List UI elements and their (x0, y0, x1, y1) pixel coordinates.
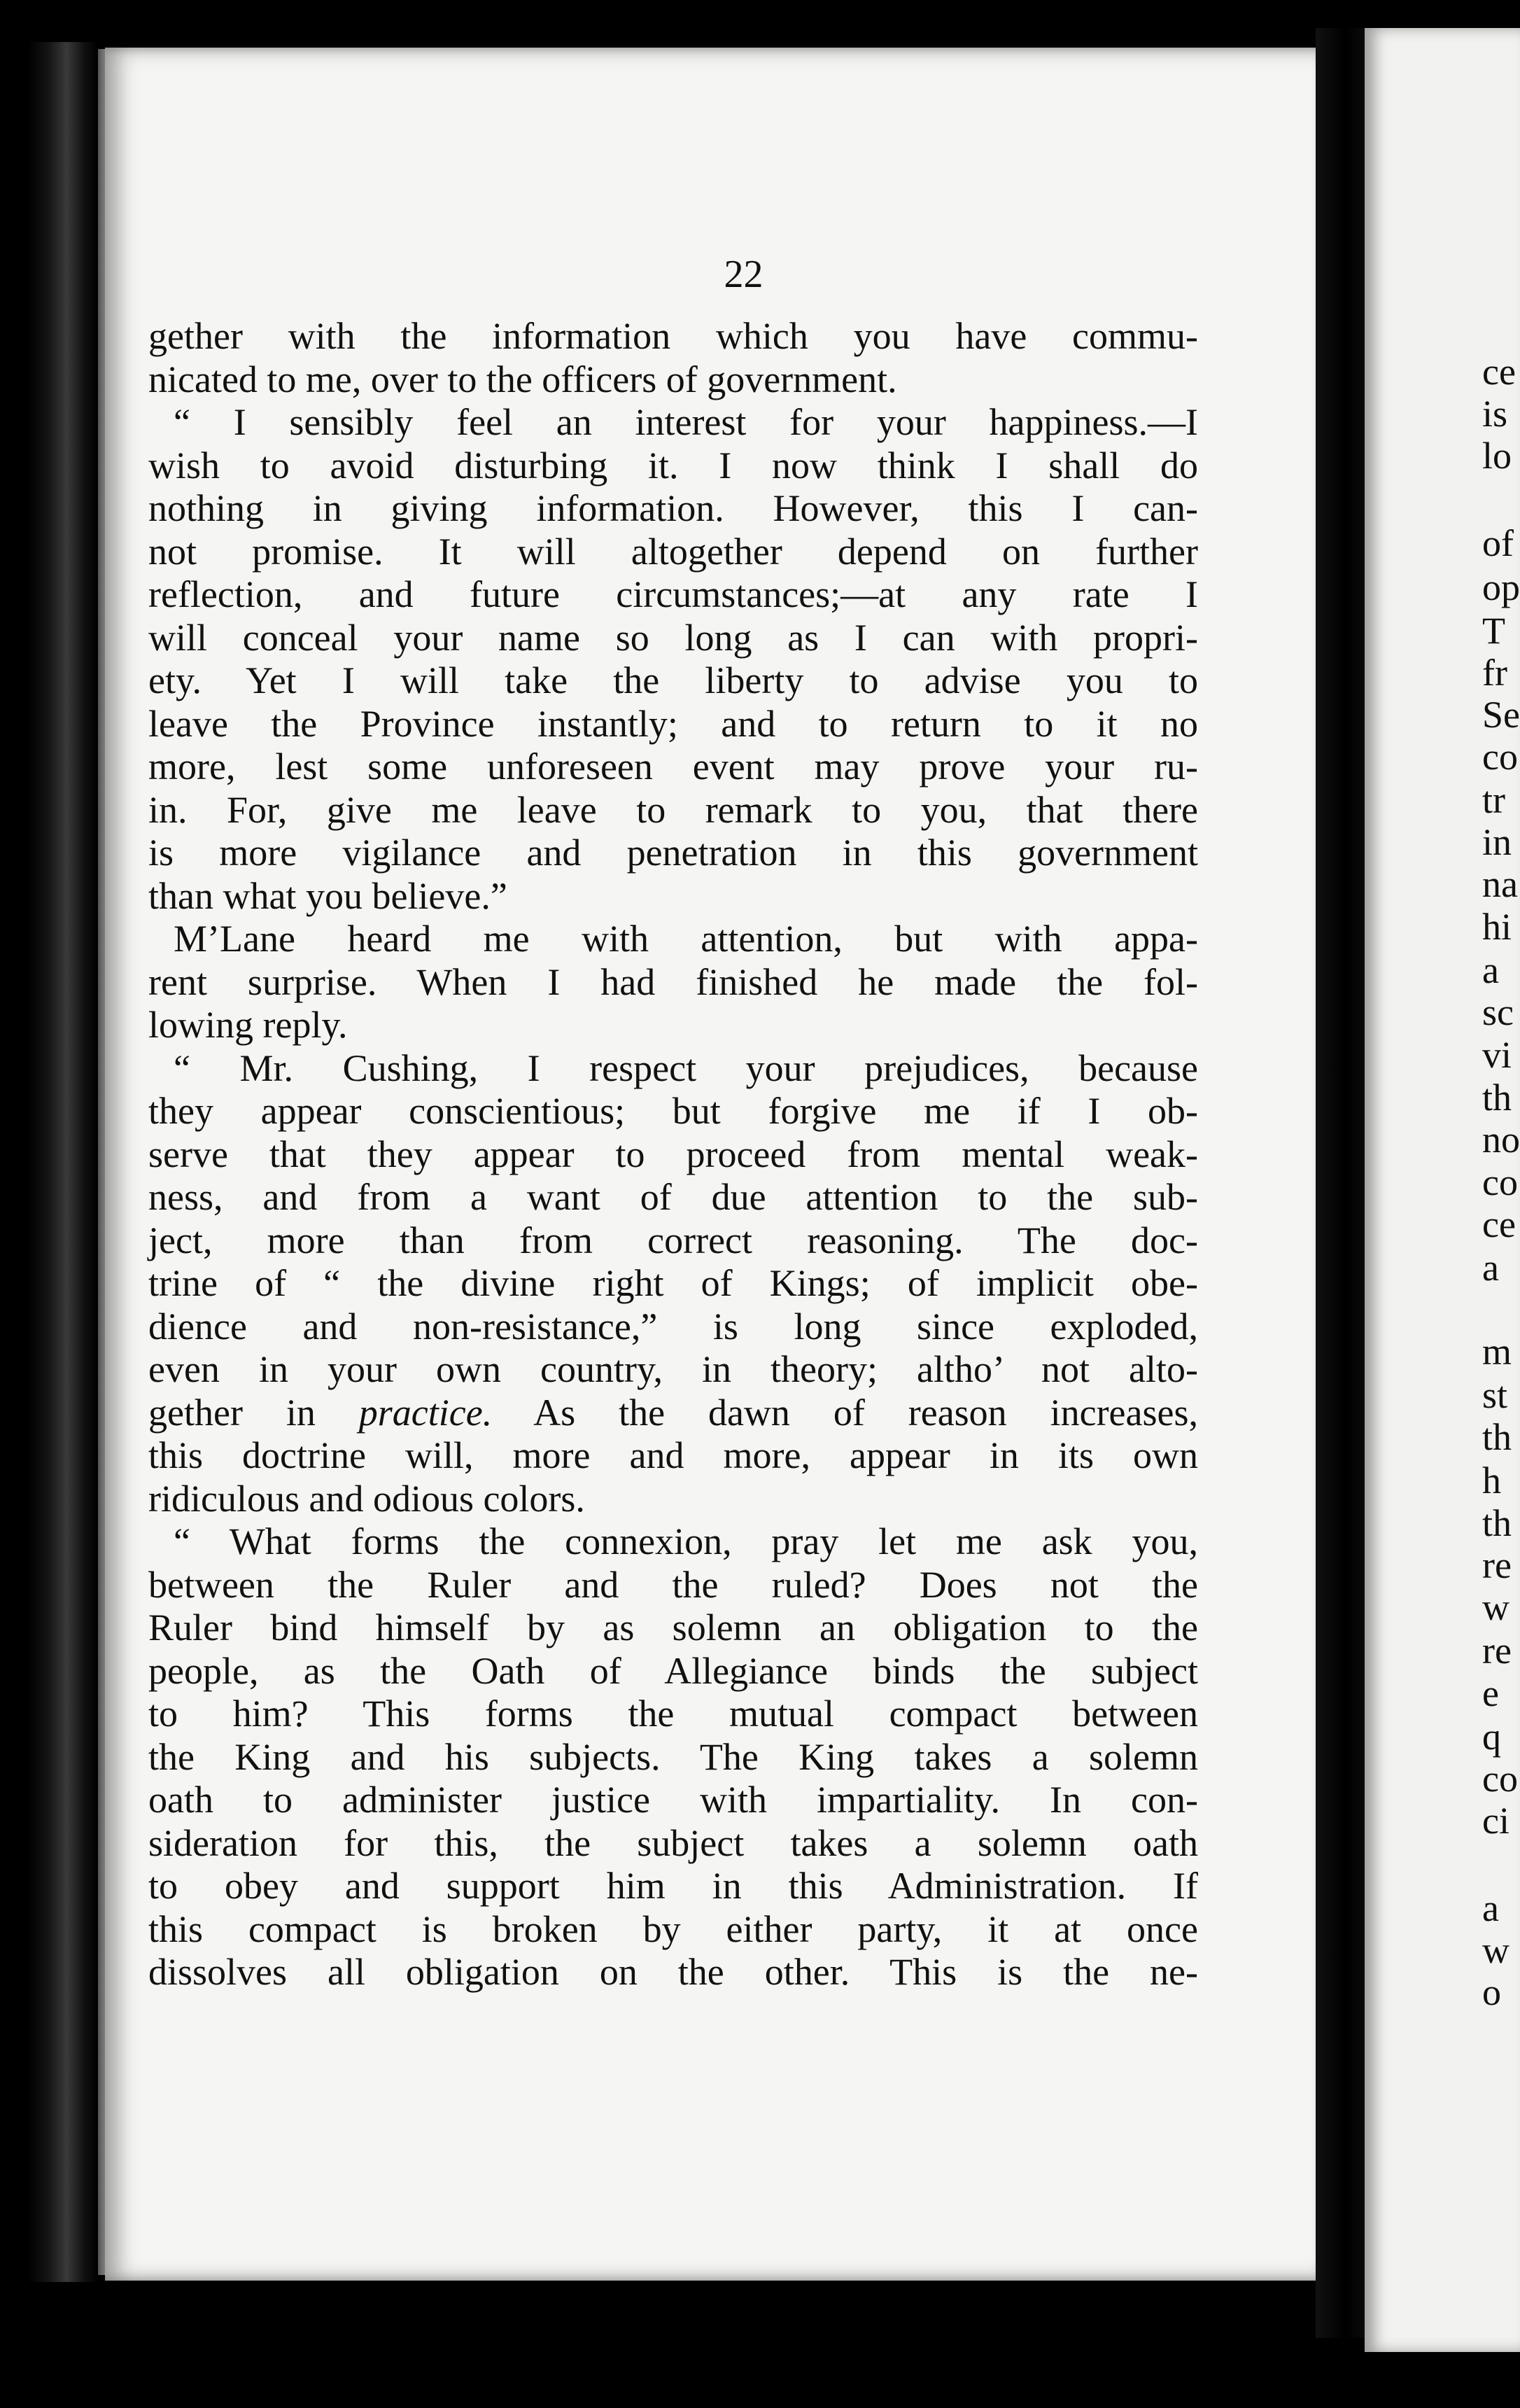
facing-page-fragment: re (1482, 1630, 1512, 1672)
text-line: is more vigilance and penetration in this government (148, 832, 1198, 874)
facing-page-fragment: a (1482, 1247, 1499, 1289)
page-number: 22 (724, 253, 763, 296)
facing-page-fragment: co (1482, 736, 1518, 778)
text-line: ety. Yet I will take the liberty to advise you to (148, 659, 1198, 701)
facing-page-fragment: lo (1482, 435, 1512, 477)
facing-page-fragment: T (1482, 610, 1505, 652)
facing-page-fragment: th (1482, 1077, 1512, 1119)
text-line: “ What forms the connexion, pray let me ask you, (174, 1520, 1198, 1562)
text-line: they appear conscientious; but forgive me if I ob- (148, 1090, 1198, 1132)
book-binding (28, 42, 98, 2282)
text-line: trine of “ the divine right of Kings; of implicit obe- (148, 1262, 1198, 1304)
text-line: sideration for this, the subject takes a solemn oath (148, 1821, 1198, 1864)
facing-page-fragment: a (1482, 1887, 1499, 1929)
facing-page-fragment: ce (1482, 1203, 1516, 1245)
facing-page-fragment: e (1482, 1672, 1499, 1714)
facing-page-fragment: w (1482, 1586, 1510, 1628)
facing-page-fragment: tr (1482, 779, 1505, 821)
text-line: M’Lane heard me with attention, but with appa- (174, 918, 1198, 960)
text-line: to him? This forms the mutual compact between (148, 1693, 1198, 1735)
text-line: in. For, give me leave to remark to you, that there (148, 788, 1198, 831)
text-line: more, lest some unforeseen event may prove your ru- (148, 746, 1198, 788)
facing-page-fragment: h (1482, 1460, 1501, 1502)
facing-page-fragment: fr (1482, 652, 1507, 694)
facing-page-fragment: na (1482, 863, 1518, 905)
text-line: this compact is broken by either party, it at once (148, 1907, 1198, 1950)
text-line: nicated to me, over to the officers of government. (148, 358, 897, 400)
text-line: the King and his subjects. The King takes a solemn (148, 1735, 1198, 1778)
text-line: will conceal your name so long as I can with propri- (148, 616, 1198, 659)
text-line: reflection, and future circumstances;—at any rate I (148, 573, 1198, 615)
facing-page-fragment: co (1482, 1758, 1518, 1800)
text-line: ness, and from a want of due attention to the sub- (148, 1176, 1198, 1218)
facing-page-fragment: st (1482, 1374, 1508, 1416)
text-line: not promise. It will altogether depend on further (148, 530, 1198, 573)
facing-page-fragment: in (1482, 821, 1512, 863)
text-line: rent surprise. When I had finished he made the fol- (148, 960, 1198, 1003)
text-line: lowing reply. (148, 1004, 348, 1046)
facing-page-fragment: ce (1482, 351, 1516, 393)
text-line: between the Ruler and the ruled? Does not the (148, 1563, 1198, 1606)
facing-page-fragment: o (1482, 1971, 1501, 2013)
facing-page-fragment: ci (1482, 1800, 1510, 1842)
text-line: leave the Province instantly; and to return to it no (148, 702, 1198, 745)
facing-page-fragment: th (1482, 1416, 1512, 1458)
facing-page-fragment: co (1482, 1161, 1518, 1203)
facing-page-fragment: hi (1482, 906, 1512, 948)
text-line: this doctrine will, more and more, appear in its own (148, 1434, 1198, 1476)
facing-page-fragment: a (1482, 949, 1499, 991)
text-line: “ Mr. Cushing, I respect your prejudices, because (174, 1046, 1198, 1089)
text-line: nothing in giving information. However, this I can- (148, 487, 1198, 529)
text-line: people, as the Oath of Allegiance binds the subject (148, 1649, 1198, 1692)
text-line: gether with the information which you have commu- (148, 315, 1198, 357)
text-line: ject, more than from correct reasoning. The doc- (148, 1219, 1198, 1261)
page-body-text (148, 315, 1198, 1994)
facing-page-fragment: m (1482, 1331, 1512, 1373)
facing-page-fragment: sc (1482, 991, 1514, 1033)
text-line: “ I sensibly feel an interest for your happiness.—I (174, 401, 1198, 443)
text-line: than what you believe.” (148, 874, 507, 917)
text-line: ridiculous and odious colors. (148, 1477, 585, 1520)
facing-page-fragment: op (1482, 566, 1520, 608)
facing-page-fragment: no (1482, 1119, 1520, 1161)
text-line: wish to avoid disturbing it. I now think I shall do (148, 444, 1198, 486)
text-line: dissolves all obligation on the other. This is the ne- (148, 1951, 1198, 1993)
facing-page-fragment: re (1482, 1544, 1512, 1586)
text-line: Ruler bind himself by as solemn an obligation to the (148, 1606, 1198, 1648)
facing-page-fragment: w (1482, 1929, 1510, 1971)
text-line: even in your own country, in theory; altho’ not alto- (148, 1348, 1198, 1390)
facing-page-fragment: th (1482, 1502, 1512, 1544)
text-line: serve that they appear to proceed from mental weak- (148, 1133, 1198, 1175)
facing-page-fragment: is (1482, 393, 1508, 435)
facing-page-fragment: vi (1482, 1034, 1512, 1076)
page-gutter (1316, 28, 1365, 2338)
facing-page-fragment: of (1482, 522, 1514, 564)
text-line: to obey and support him in this Administration. If (148, 1865, 1198, 1907)
text-line: gether in practice. As the dawn of reason increases, (148, 1391, 1198, 1434)
text-line: oath to administer justice with impartiality. In con- (148, 1779, 1198, 1821)
facing-page-fragment: q (1482, 1716, 1501, 1758)
text-line: dience and non-resistance,” is long since exploded, (148, 1305, 1198, 1348)
facing-page-fragment: Se (1482, 694, 1520, 736)
